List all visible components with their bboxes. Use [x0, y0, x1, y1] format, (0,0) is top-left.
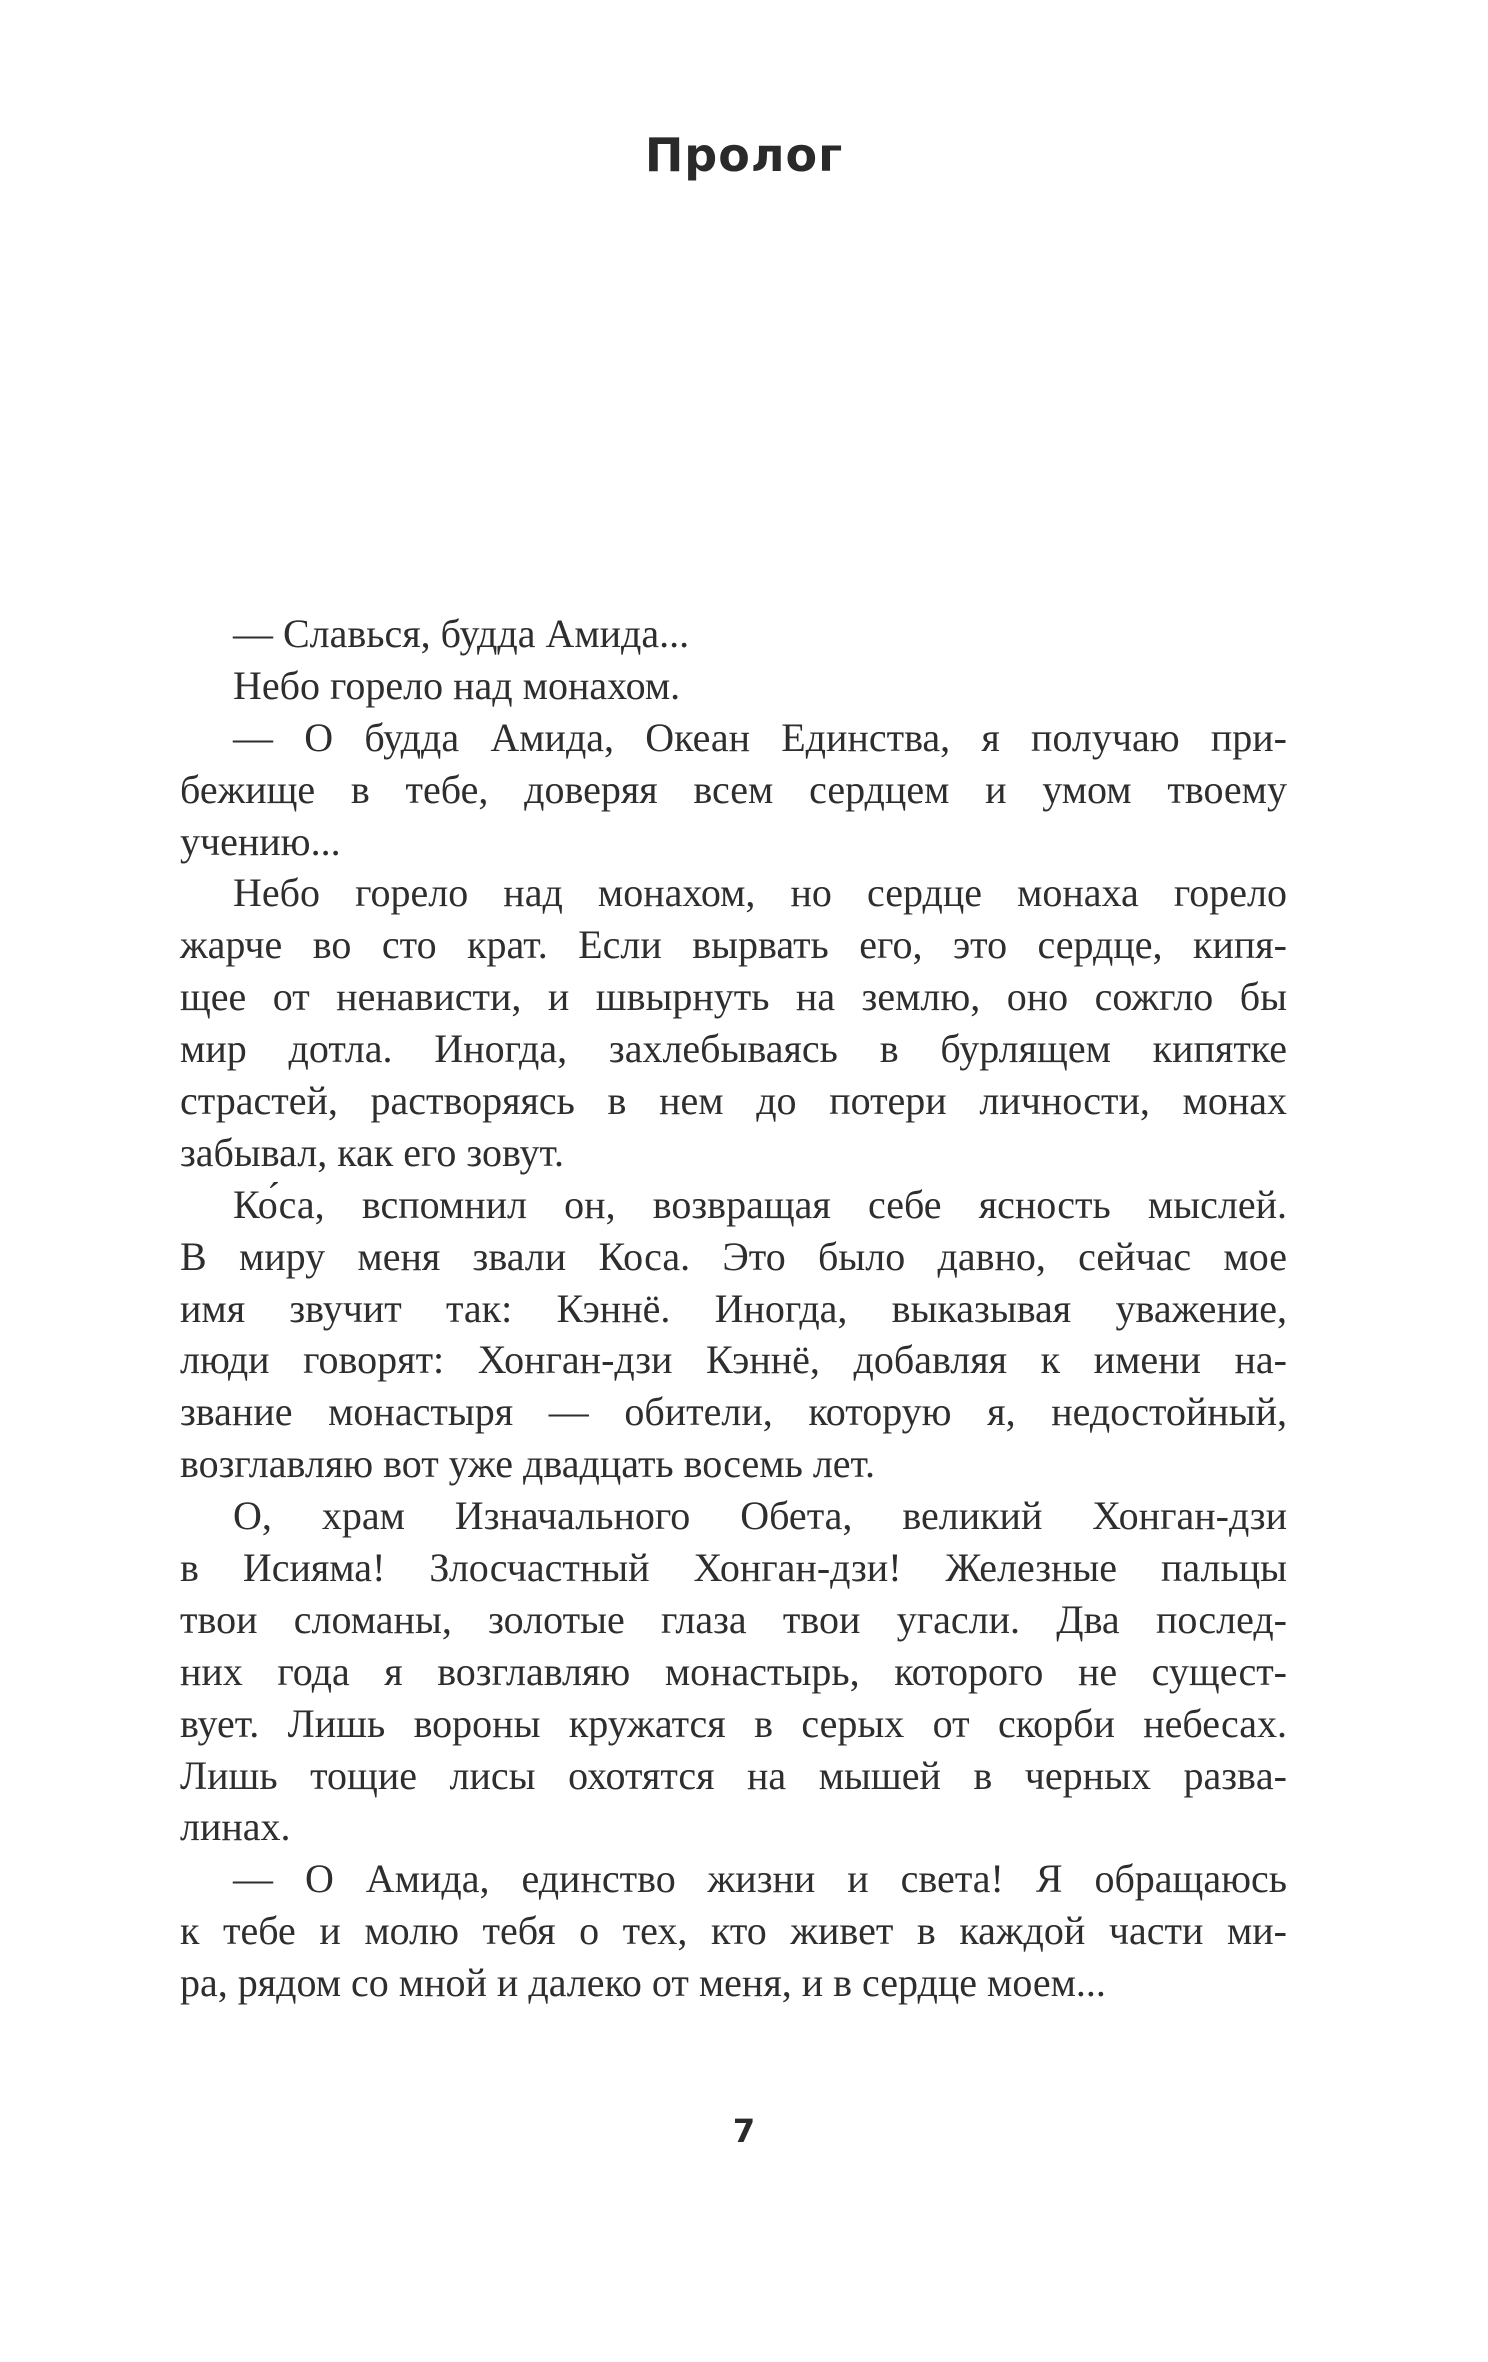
text-line: забывал, как его зовут.: [180, 1129, 564, 1175]
text-line: В миру меня звали Коса. Это было давно, сейчас мое: [180, 1233, 1287, 1279]
chapter-title: Пролог: [644, 128, 844, 182]
text-line: имя звучит так: Кэннё. Иногда, выказывая уважение,: [180, 1285, 1287, 1331]
text-line: О, храм Изначального Обета, великий Хонган-дзи: [233, 1493, 1287, 1539]
text-line: твои сломаны, золотые глаза твои угасли. Два послед-: [180, 1596, 1287, 1642]
text-line: жарче во сто крат. Если вырвать его, это сердце, кипя-: [180, 922, 1287, 968]
text-line: ра, рядом со мной и далеко от меня, и в сердце моем...: [180, 1960, 1106, 2006]
text-line: звание монастыря — обители, которую я, недостойный,: [180, 1389, 1287, 1435]
text-line: мир дотла. Иногда, захлебываясь в бурлящем кипятке: [180, 1026, 1287, 1072]
text-line: возглавляю вот уже двадцать восемь лет.: [180, 1441, 876, 1487]
text-line: Небо горело над монахом, но сердце монаха горело: [233, 870, 1287, 916]
text-line: к тебе и молю тебя о тех, кто живет в каждой части ми-: [180, 1908, 1287, 1954]
text-line: в Исияма! Злосчастный Хонган-дзи! Железные пальцы: [180, 1545, 1287, 1591]
text-line: люди говорят: Хонган-дзи Кэннё, добавляя к имени на-: [180, 1337, 1287, 1383]
text-line: страстей, растворяясь в нем до потери личности, монах: [180, 1078, 1287, 1124]
text-line: Ко́са, вспомнил он, возвращая себе ясность мыслей.: [233, 1181, 1287, 1227]
text-line: — Славься, будда Амида...: [233, 611, 690, 656]
text-line: них года я возглавляю монастырь, которого не сущест-: [180, 1648, 1287, 1694]
text-line: — О будда Амида, Океан Единства, я получаю при-: [233, 714, 1287, 760]
text-line: Небо горело над монахом.: [233, 662, 681, 708]
text-line: бежище в тебе, доверяя всем сердцем и умом твоему: [180, 766, 1287, 812]
text-line: вует. Лишь вороны кружатся в серых от скорби небесах.: [180, 1700, 1287, 1746]
text-line: линах.: [180, 1804, 291, 1850]
text-line: Лишь тощие лисы охотятся на мышей в черных развa-: [180, 1752, 1287, 1798]
text-line: щее от ненависти, и швырнуть на землю, оно сожгло бы: [180, 974, 1287, 1020]
page-number: 7: [732, 2112, 756, 2150]
text-line: учению...: [180, 818, 341, 864]
text-line: — О Амида, единство жизни и света! Я обращаюсь: [233, 1856, 1287, 1902]
body-text: [180, 608, 1287, 2009]
